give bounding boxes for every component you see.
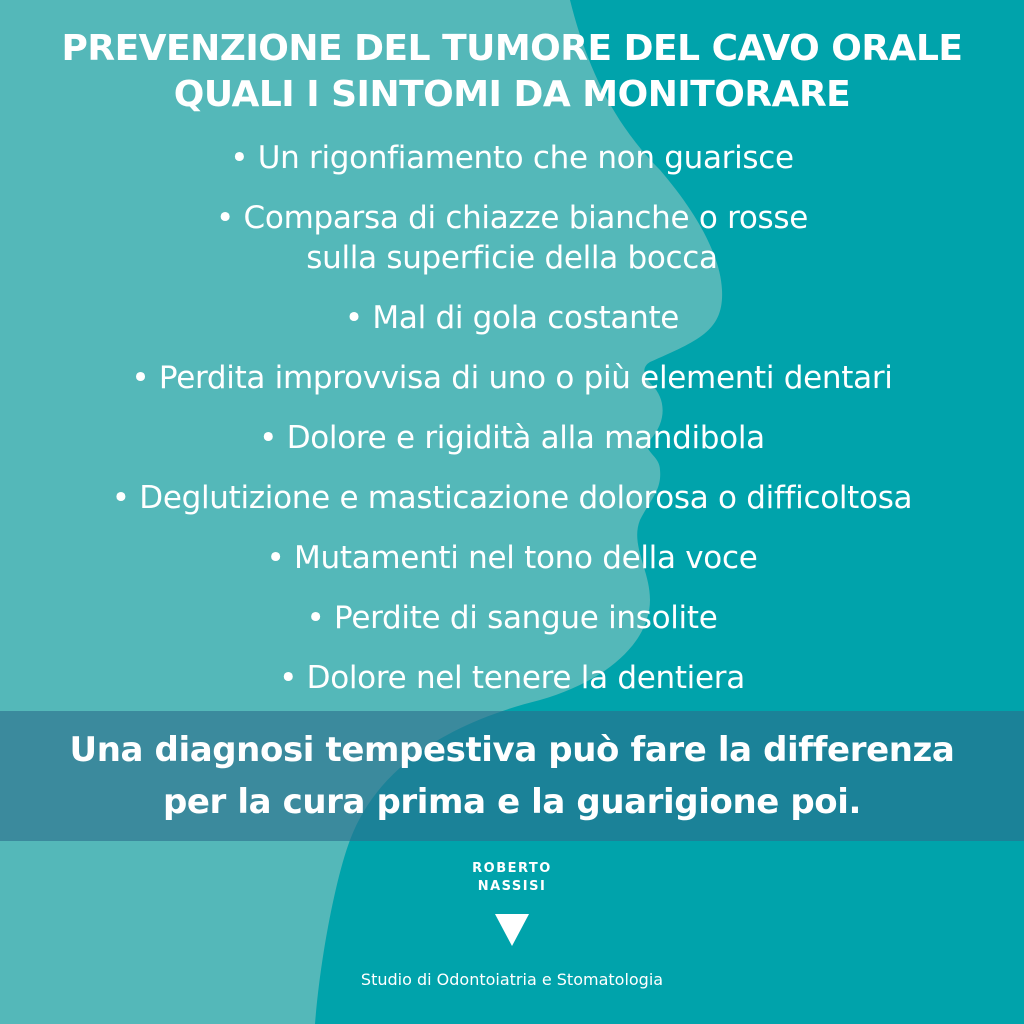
list-item [0,198,1024,298]
list-item-line-1: • Comparsa di chiazze bianche o rosse [216,200,808,236]
list-item: • Dolore e rigidità alla mandibola [259,420,765,456]
page-title [0,26,1024,118]
studio-tagline: Studio di Odontoiatria e Stomatologia [360,970,664,989]
list-item-line-2: sulla superficie della bocca [306,240,718,276]
title-line-2: QUALI I SINTOMI DA MONITORARE [173,74,851,115]
logo-line-1: ROBERTO [472,861,552,876]
list-item: • Dolore nel tenere la dentiera [279,660,745,696]
banner-line-1: Una diagnosi tempestiva può fare la differenza [69,730,955,770]
title-line-1: PREVENZIONE DEL TUMORE DEL CAVO ORALE [61,28,963,69]
brand-logo [462,860,562,896]
logo-line-2: NASSISI [477,879,547,894]
list-item: • Un rigonfiamento che non guarisce [230,140,794,176]
list-item: • Mutamenti nel tono della voce [266,540,758,576]
list-item: • Mal di gola costante [344,300,680,336]
list-item: • Deglutizione e masticazione dolorosa o difficoltosa [111,480,913,516]
list-item: • Perdite di sangue insolite [306,600,718,636]
symptom-list [0,138,1024,718]
banner-line-2: per la cura prima e la guarigione poi. [162,782,862,822]
triangle-down-icon [494,912,530,948]
list-item: • Perdita improvvisa di uno o più elementi dentari [131,360,893,396]
banner-message [0,724,1024,828]
